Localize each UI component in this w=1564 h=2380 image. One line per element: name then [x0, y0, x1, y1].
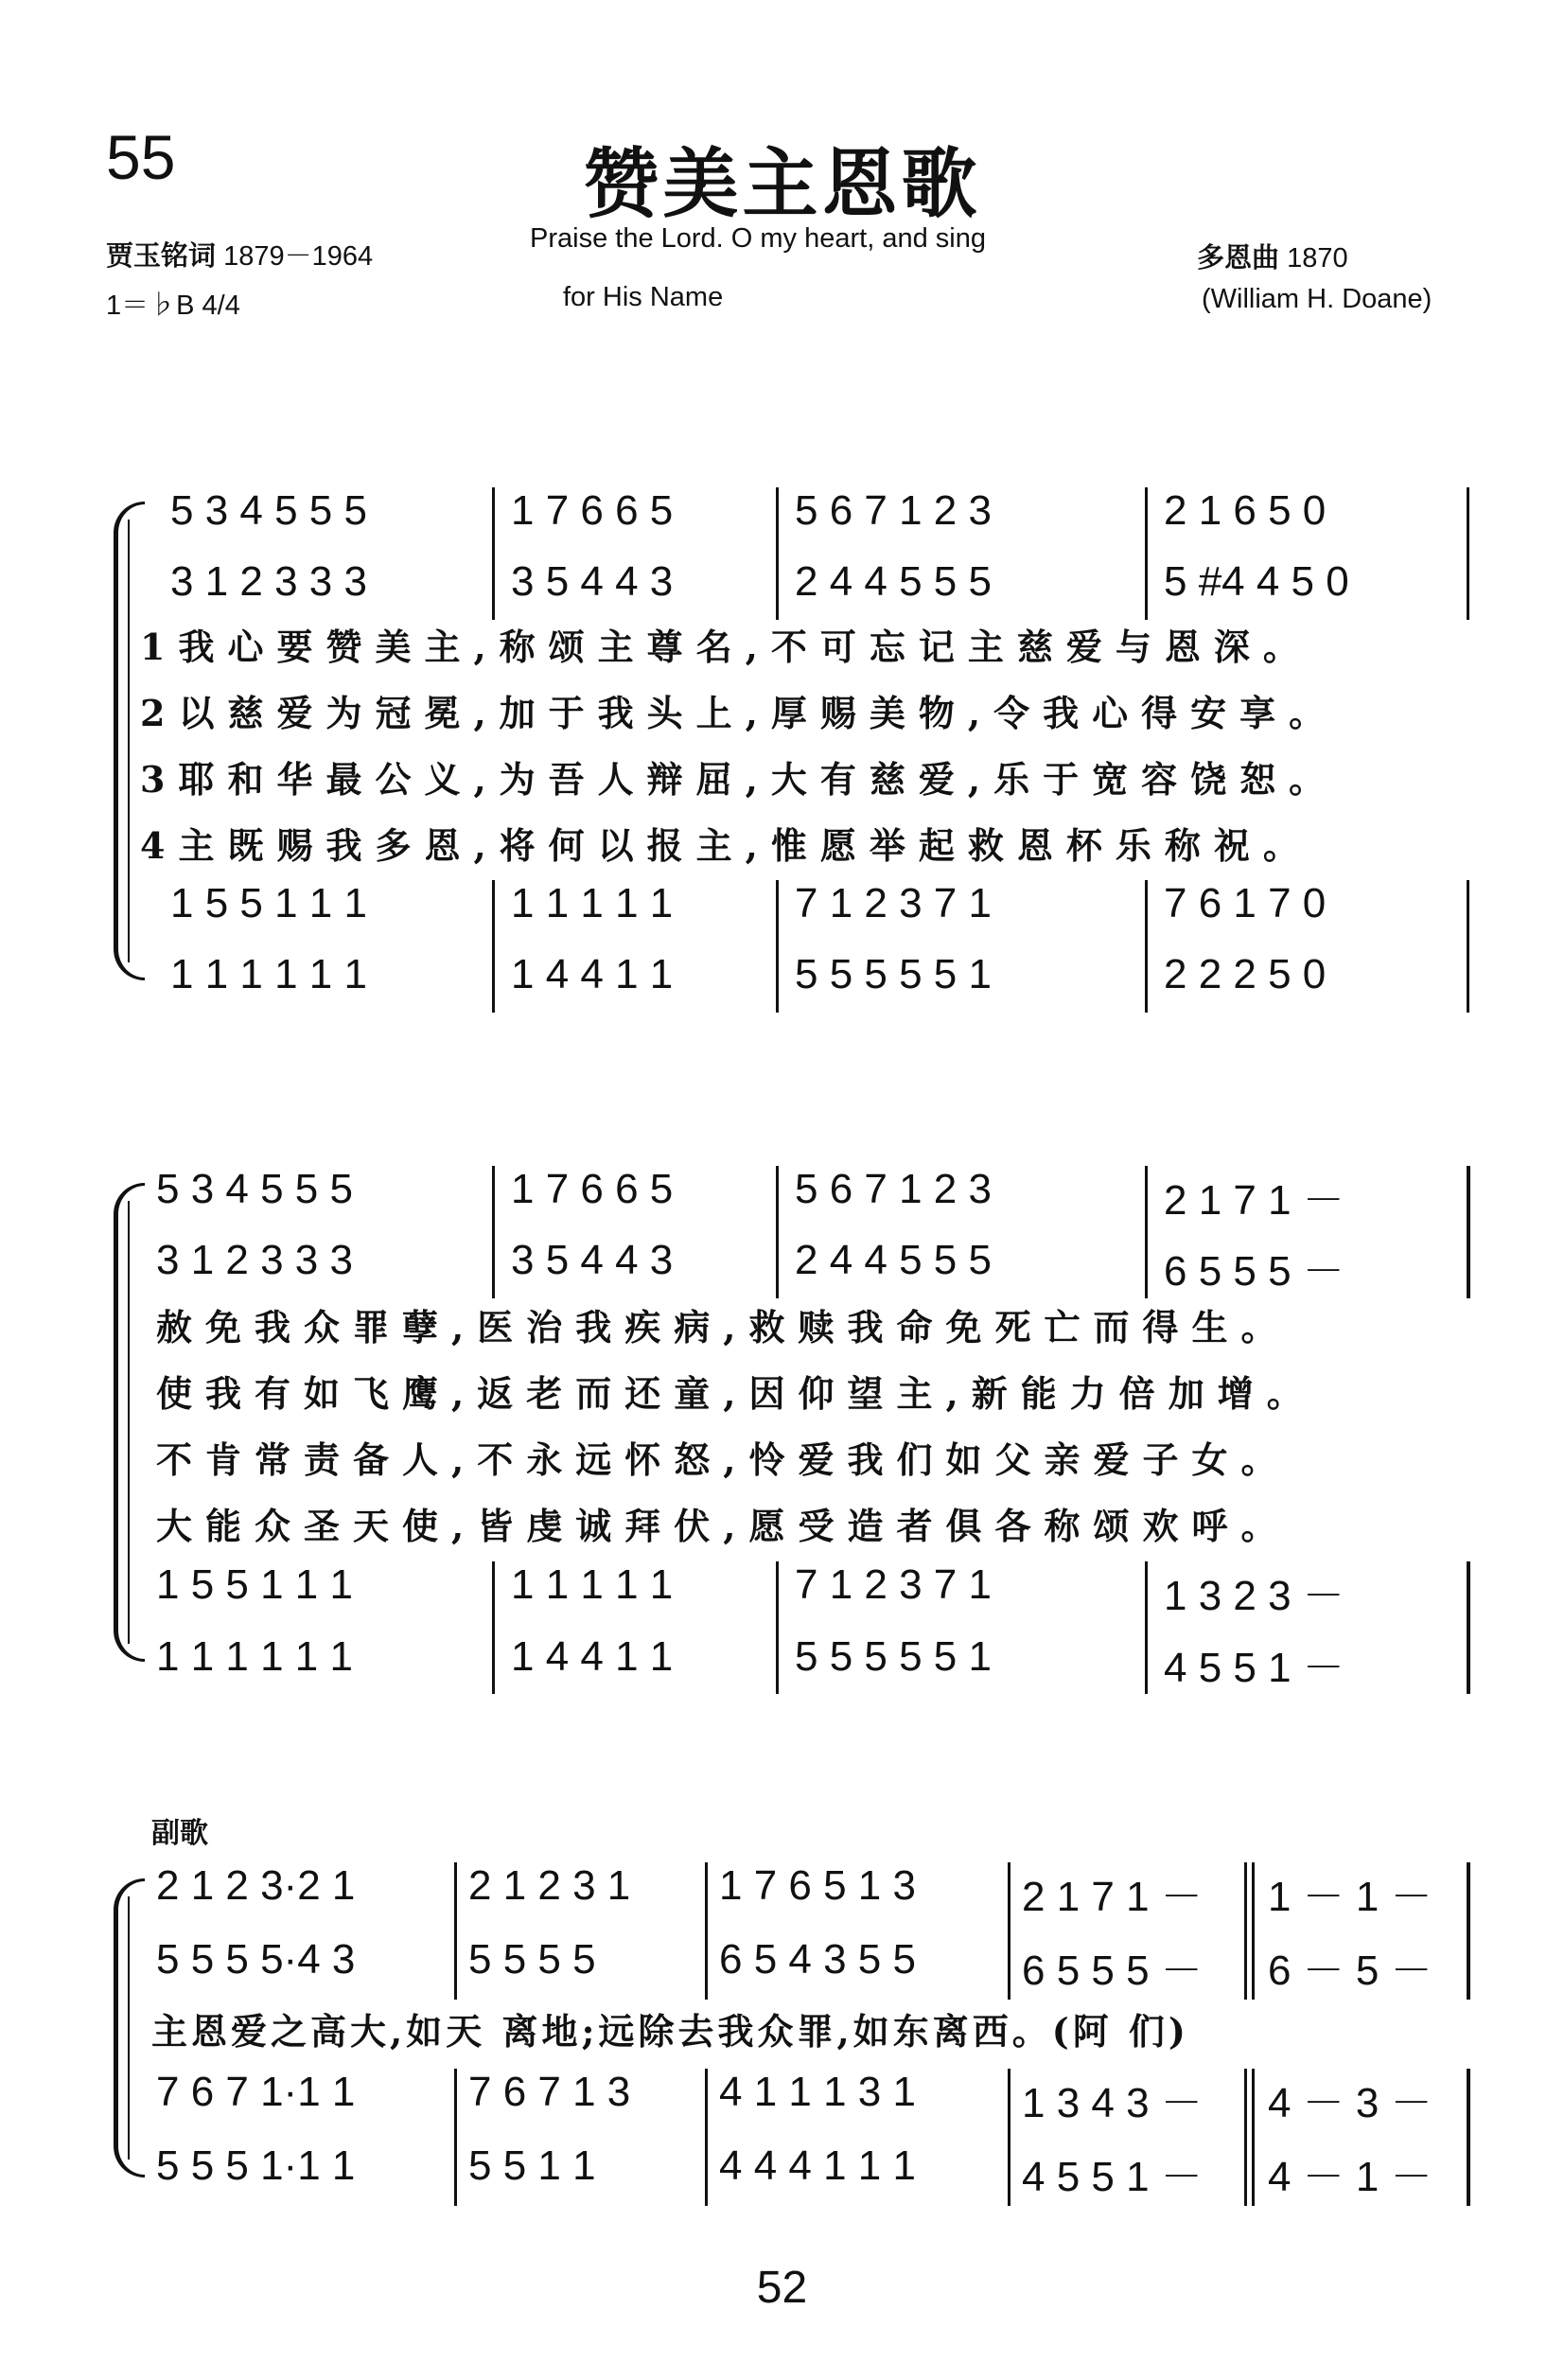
- measure: 5 3 4 5 5 5: [170, 487, 367, 534]
- measure: 7 1 2 3 7 1: [795, 1561, 992, 1608]
- hymn-title: 赞美主恩歌: [583, 139, 981, 228]
- lyricist-line: [106, 235, 373, 273]
- measure: 1 1 1 1 1: [511, 1561, 674, 1608]
- measure: 2 2 2 5 0: [1164, 951, 1327, 997]
- barline: [1145, 487, 1148, 620]
- system1-brace: [114, 502, 145, 980]
- barline: [1145, 1561, 1148, 1694]
- measure: 1 7 6 6 5: [511, 1166, 674, 1212]
- measure: 2 4 4 5 5 5: [795, 558, 992, 605]
- barline: [1145, 880, 1148, 1013]
- barline: [1008, 1862, 1010, 2000]
- measure: 5 6 7 1 2 3: [795, 1166, 992, 1212]
- measure: 1 7 6 6 5: [511, 487, 674, 534]
- measure: 4 5 5 1 －: [1164, 1645, 1344, 1691]
- barline: [1145, 1166, 1148, 1298]
- lyric-text: 3耶和华最公义,为吾人辩屈,大有慈爱,乐于宽容饶恕。: [140, 758, 1339, 801]
- barline: [454, 1862, 457, 2000]
- measure: 7 1 2 3 7 1: [795, 880, 992, 926]
- measure: 3 5 4 4 3: [511, 1237, 674, 1283]
- key-signature: 1＝♭B 4/4: [106, 291, 240, 321]
- measure: 1 3 4 3 －: [1022, 2080, 1203, 2126]
- measure: 2 1 2 3·2 1: [156, 1862, 356, 1909]
- lyricist: 贾玉铭词: [106, 239, 217, 272]
- measure: 4 － 3 －: [1268, 2080, 1432, 2126]
- measure: 1 7 6 5 1 3: [719, 1862, 916, 1909]
- measure: 2 1 2 3 1: [468, 1862, 631, 1909]
- composer-english: (William H. Doane): [1202, 284, 1432, 314]
- measure: 1 4 4 1 1: [511, 951, 674, 997]
- system2-brace: [114, 1183, 145, 1662]
- lyric-text: 不肯常责备人,不永远怀怒,怜爱我们如父亲爱子女。: [156, 1438, 1291, 1481]
- lyric-text: 主恩爱之高大,如天 离地;远除去我众罪,如东离西。(阿 们): [151, 2010, 1189, 2053]
- measure: 5 #4 4 5 0: [1164, 558, 1349, 605]
- measure: 1 1 1 1 1: [511, 880, 674, 926]
- measure: 1 1 1 1 1 1: [170, 951, 367, 997]
- barline: [492, 1561, 495, 1694]
- hymn-number: 55: [106, 122, 176, 192]
- lyric-text: 大能众圣天使,皆虔诚拜伏,愿受造者俱各称颂欢呼。: [156, 1505, 1291, 1547]
- barline: [1467, 2069, 1470, 2206]
- barline: [776, 880, 779, 1013]
- measure: 4 5 5 1 －: [1022, 2154, 1203, 2200]
- barline: [1467, 1561, 1470, 1694]
- measure: 2 4 4 5 5 5: [795, 1237, 992, 1283]
- barline: [705, 1862, 708, 2000]
- measure: 1 3 2 3 －: [1164, 1573, 1344, 1619]
- barline: [1244, 1862, 1247, 2000]
- measure: 1 5 5 1 1 1: [170, 880, 367, 926]
- measure: 7 6 1 7 0: [1164, 880, 1327, 926]
- measure: 6 5 4 3 5 5: [719, 1936, 916, 1983]
- barline: [1252, 1862, 1255, 2000]
- barline: [1008, 2069, 1010, 2206]
- english-title-line1: Praise the Lord. O my heart, and sing: [530, 223, 986, 254]
- barline: [1244, 2069, 1247, 2206]
- measure: 1 4 4 1 1: [511, 1633, 674, 1680]
- barline: [776, 487, 779, 620]
- barline: [492, 880, 495, 1013]
- measure: 5 6 7 1 2 3: [795, 487, 992, 534]
- barline: [492, 487, 495, 620]
- barline: [705, 2069, 708, 2206]
- page-number: 52: [756, 2263, 808, 2313]
- measure: 1 5 5 1 1 1: [156, 1561, 353, 1608]
- lyric-text: 使我有如飞鹰,返老而还童,因仰望主,新能力倍加增。: [156, 1372, 1316, 1415]
- composer: 多恩曲: [1197, 241, 1280, 273]
- barline: [776, 1561, 779, 1694]
- barline: [1467, 487, 1469, 620]
- measure: 7 6 7 1 3: [468, 2069, 631, 2115]
- measure: 2 1 7 1 －: [1164, 1177, 1344, 1224]
- measure: 4 1 1 1 3 1: [719, 2069, 916, 2115]
- measure: 3 5 4 4 3: [511, 558, 674, 605]
- measure: 4 4 4 1 1 1: [719, 2142, 916, 2189]
- barline: [1467, 1166, 1470, 1298]
- measure: 1 － 1 －: [1268, 1874, 1432, 1920]
- measure: 3 1 2 3 3 3: [156, 1237, 353, 1283]
- lyric-text: 1我心要赞美主,称颂主尊名,不可忘记主慈爱与恩深。: [140, 626, 1312, 668]
- measure: 6 － 5 －: [1268, 1948, 1432, 1994]
- measure: 5 3 4 5 5 5: [156, 1166, 353, 1212]
- barline: [1467, 1862, 1470, 2000]
- barline: [492, 1166, 495, 1298]
- composer-year: 1870: [1287, 243, 1348, 273]
- measure: 5 5 5 5 5 1: [795, 951, 992, 997]
- measure: 3 1 2 3 3 3: [170, 558, 367, 605]
- measure: 2 1 7 1 －: [1022, 1874, 1203, 1920]
- barline: [776, 1166, 779, 1298]
- refrain-label: 副歌: [151, 1817, 208, 1850]
- measure: 6 5 5 5 －: [1022, 1948, 1203, 1994]
- measure: 5 5 1 1: [468, 2142, 596, 2189]
- lyric-text: 2以慈爱为冠冕,加于我头上,厚赐美物,令我心得安享。: [140, 692, 1339, 734]
- measure: 5 5 5 5 5 1: [795, 1633, 992, 1680]
- refrain-brace: [114, 1878, 145, 2177]
- measure: 2 1 6 5 0: [1164, 487, 1327, 534]
- measure: 4 － 1 －: [1268, 2154, 1432, 2200]
- measure: 1 1 1 1 1 1: [156, 1633, 353, 1680]
- lyric-text: 赦免我众罪孽,医治我疾病,救赎我命免死亡而得生。: [156, 1306, 1291, 1349]
- measure: 5 5 5 1·1 1: [156, 2142, 356, 2189]
- lyricist-years: 1879－1964: [223, 241, 374, 272]
- composer-line: [1197, 237, 1348, 275]
- measure: 7 6 7 1·1 1: [156, 2069, 356, 2115]
- english-title-line2: for His Name: [563, 282, 724, 312]
- lyric-text: 4主既赐我多恩,将何以报主,惟愿举起救恩杯乐称祝。: [140, 824, 1312, 867]
- measure: 5 5 5 5·4 3: [156, 1936, 356, 1983]
- measure: 6 5 5 5 －: [1164, 1248, 1344, 1295]
- barline: [1252, 2069, 1255, 2206]
- measure: 5 5 5 5: [468, 1936, 596, 1983]
- barline: [454, 2069, 457, 2206]
- barline: [1467, 880, 1469, 1013]
